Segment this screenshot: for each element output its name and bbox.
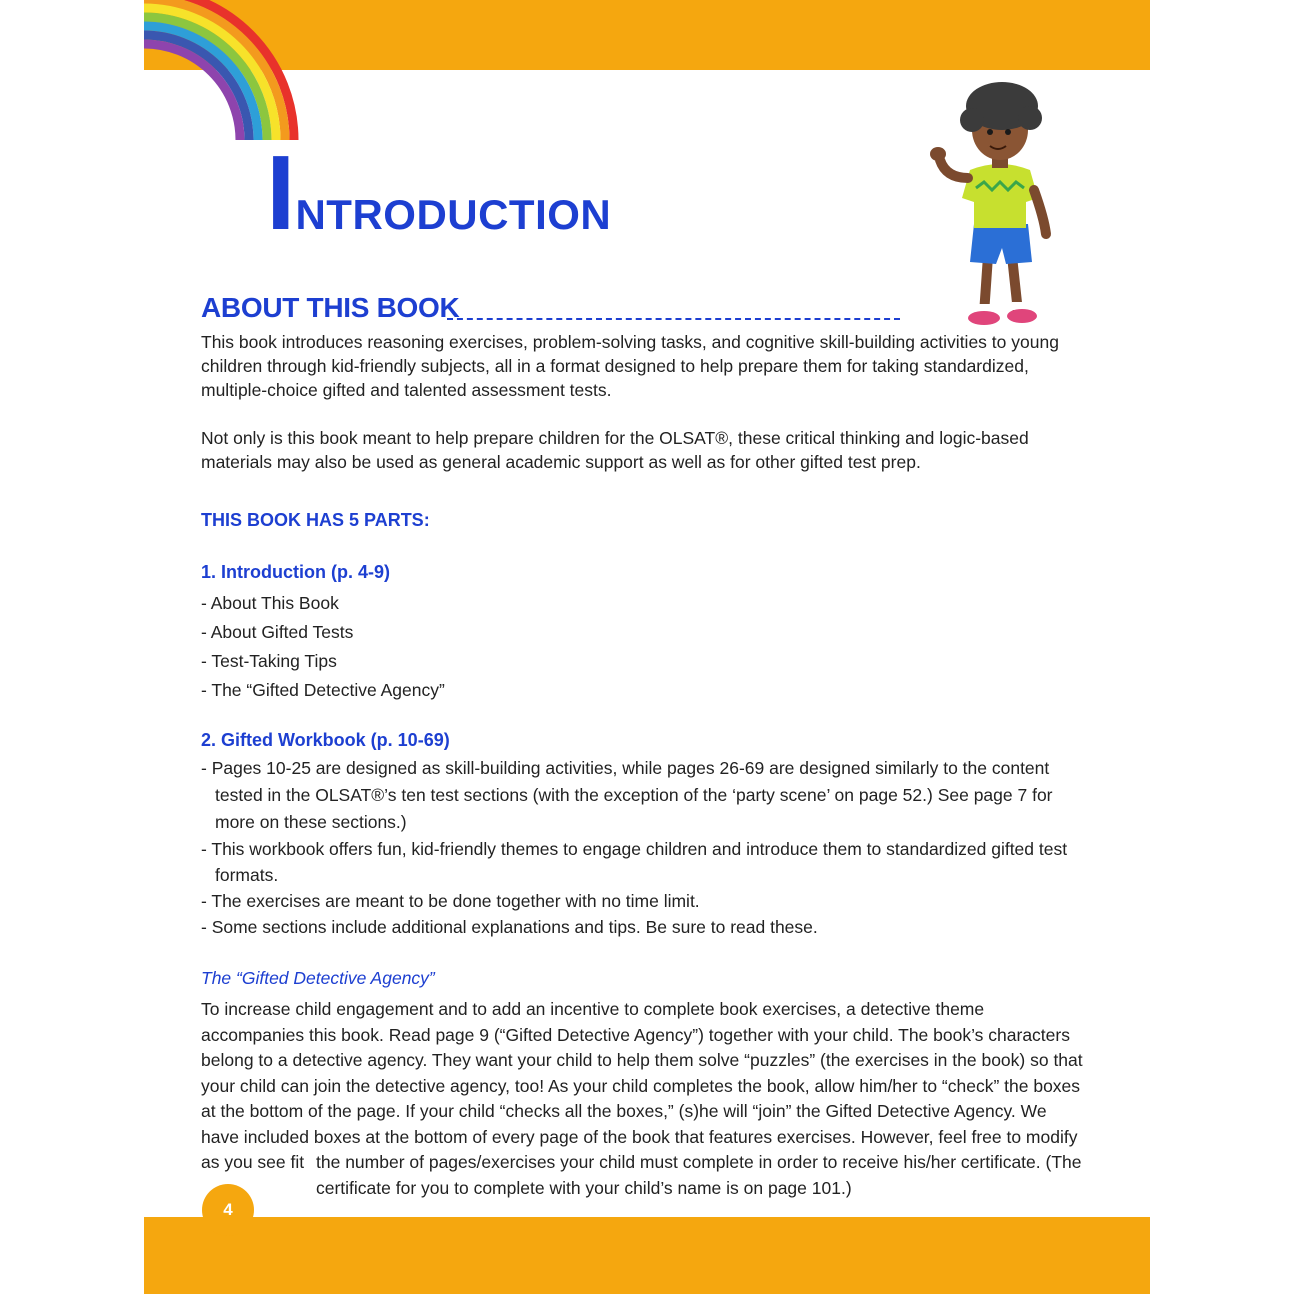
- title-rest: NTRODUCTION: [295, 191, 612, 238]
- list-item: - This workbook offers fun, kid-friendly themes to engage children and introduce them to standardized gifted test formats.: [201, 839, 1068, 885]
- boy-character-illustration: [926, 78, 1066, 340]
- about-paragraph-1: This book introduces reasoning exercises, problem-solving tasks, and cognitive skill-building activities to young children through kid-friendly subjects, all in a format designed to help prepare them for taking standardized, multiple-choice gifted and talented assessment tests.: [201, 332, 1059, 400]
- list-item: - Some sections include additional explanations and tips. Be sure to read these.: [201, 917, 818, 937]
- title-initial: I: [266, 134, 296, 252]
- part1-title: 1. Introduction (p. 4-9): [201, 562, 390, 582]
- page-number-badge: 4: [202, 1184, 254, 1236]
- about-heading: ABOUT THIS BOOK: [201, 292, 460, 323]
- page-title: [266, 134, 612, 252]
- part2-list: [201, 755, 1091, 940]
- rainbow-illustration: [144, 0, 304, 140]
- list-item: - The exercises are meant to be done together with no time limit.: [201, 891, 700, 911]
- part1-list: [201, 589, 445, 705]
- book-page: [144, 0, 1150, 1294]
- detective-heading: The “Gifted Detective Agency”: [201, 968, 435, 988]
- about-paragraph-2: Not only is this book meant to help prepare children for the OLSAT®, these critical thinking and logic-based materials may also be used as general academic support as well as for other gifted test prep.: [201, 428, 1029, 472]
- part2-title: 2. Gifted Workbook (p. 10-69): [201, 730, 450, 750]
- dotted-divider: [447, 318, 900, 320]
- list-item: - About This Book: [201, 593, 339, 613]
- list-item: - Test-Taking Tips: [201, 651, 337, 671]
- detective-paragraph: To increase child engagement and to add an incentive to complete book exercises, a detective theme accompanies this book. Read page 9 (“Gifted Detective Agency”) together with your child. The book’s characters belong to a detective agency. They want your child to help them solve “puzzles” (the exercises in the book) so that your child can join the detective agency, too! As your child completes the book, allow him/her to “check” the boxes at the bottom of the page. If your child “checks all the boxes,” (s)he will “join” the Gifted Detective Agency. We have included boxes at the bottom of every page of the book that features exercises. However, feel free to modify as you see fit: [201, 999, 1083, 1172]
- detective-paragraph-continued: the number of pages/exercises your child must complete in order to receive his/her certificate. (The certificate for you to complete with your child’s name is on page 101.): [316, 1152, 1082, 1198]
- parts-heading: THIS BOOK HAS 5 PARTS:: [201, 510, 430, 530]
- list-item: - The “Gifted Detective Agency”: [201, 680, 445, 700]
- list-item: - About Gifted Tests: [201, 622, 354, 642]
- list-item: - Pages 10-25 are designed as skill-building activities, while pages 26-69 are designed similarly to the content tested in the OLSAT®’s ten test sections (with the exception of the ‘party scene’ on page 52.) See page 7 for more on these sections.): [201, 758, 1053, 832]
- bottom-orange-band: [144, 1217, 1150, 1294]
